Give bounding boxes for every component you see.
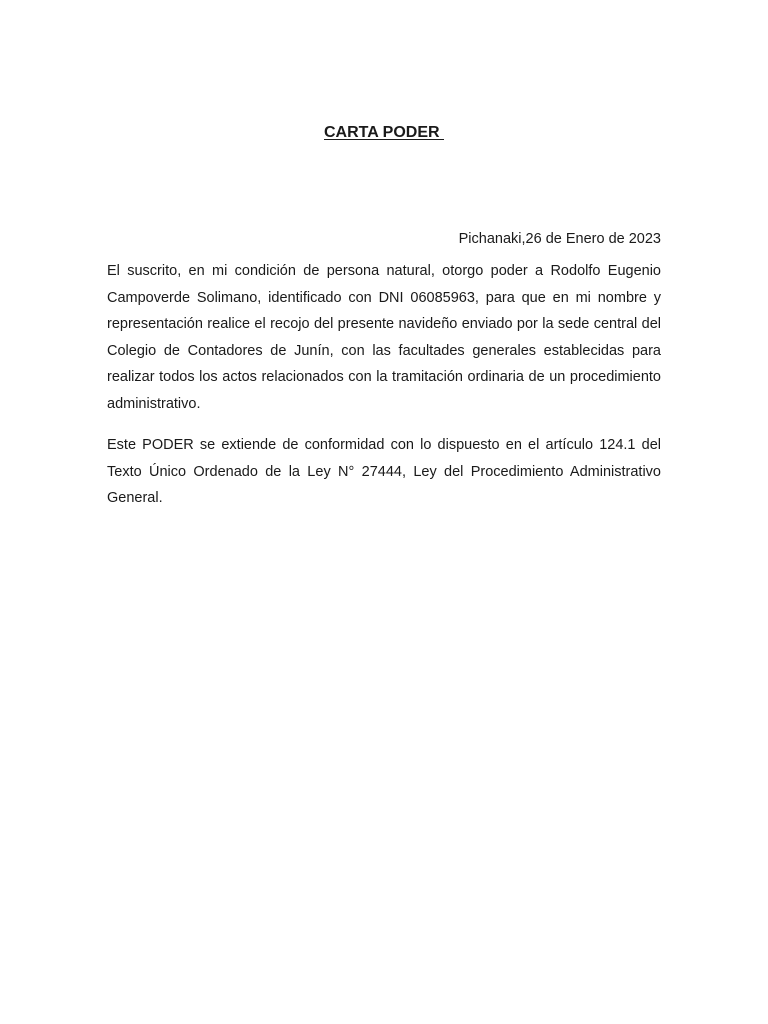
date-line: Pichanaki,26 de Enero de 2023 [458, 231, 661, 247]
body-paragraph-2: Este PODER se extiende de conformidad con lo dispuesto en el artículo 124.1 del Texto Único Ordenado de la Ley N° 27444, Ley del Procedimiento Administrativo General. [107, 437, 661, 507]
document-title [0, 123, 768, 143]
body-paragraph-1: El suscrito, en mi condición de persona natural, otorgo poder a Rodolfo Eugenio Campoverde Solimano, identificado con DNI 06085963, para que en mi nombre y representación realice el recojo del presente navideño enviado por la sede central del Colegio de Contadores de Junín, con las facultades generales establecidas para realizar todos los actos relacionados con la tramitación ordinaria de un procedimiento administrativo. [107, 263, 661, 412]
document-title-text: CARTA PODER [324, 124, 444, 141]
